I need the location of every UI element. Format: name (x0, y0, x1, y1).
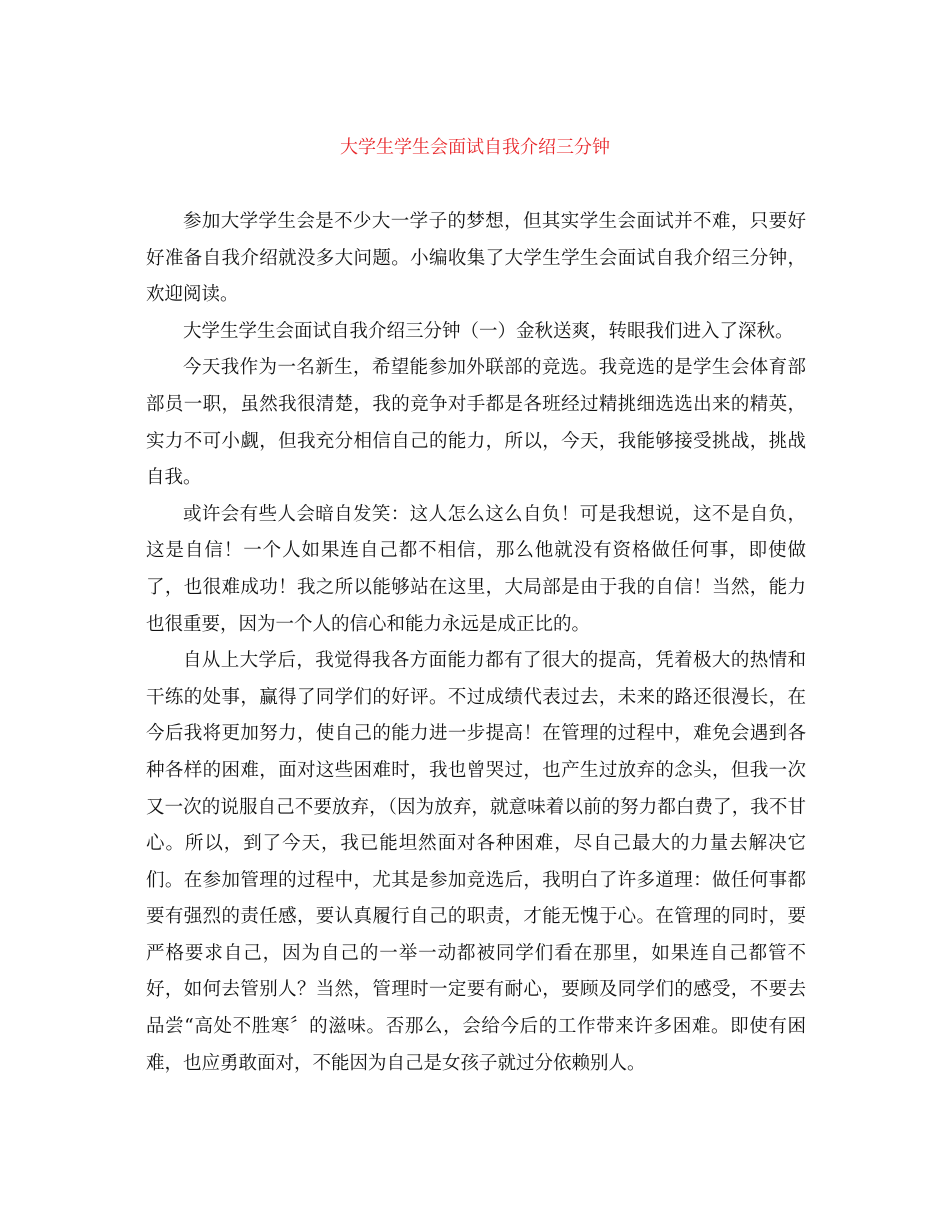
document-body (146, 204, 806, 1082)
paragraph-experience: 自从上大学后，我觉得我各方面能力都有了很大的提高，凭着极大的热情和干练的处事，赢得了同学们的好评。不过成绩代表过去，未来的路还很漫长，在今后我将更加努力，使自己的能力进一步提高！在管理的过程中，难免会遇到各种各样的困难，面对这些困难时，我也曾哭过，也产生过放弃的念头，但我一次又一次的说服自己不要放弃，（因为放弃，就意味着以前的努力都白费了，我不甘心。所以，到了今天，我已能坦然面对各种困难，尽自己最大的力量去解决它们。在参加管理的过程中，尤其是参加竞选后，我明白了许多道理：做任何事都要有强烈的责任感，要认真履行自己的职责，才能无愧于心。在管理的同时，要严格要求自己，因为自己的一举一动都被同学们看在那里，如果连自己都管不好，如何去管别人？当然，管理时一定要有耐心，要顾及同学们的感受，不要去品尝“高处不胜寒〞的滋味。否那么，会给今后的工作带来许多困难。即使有困难，也应勇敢面对，不能因为自己是女孩子就过分依赖别人。 (146, 650, 806, 1074)
paragraph-intro: 参加大学学生会是不少大一学子的梦想，但其实学生会面试并不难，只要好好准备自我介绍就没多大问题。小编收集了大学生学生会面试自我介绍三分钟，欢迎阅读。 (146, 211, 806, 306)
paragraph-confidence: 或许会有些人会暗自发笑：这人怎么这么自负！可是我想说，这不是自负，这是自信！一个人如果连自己都不相信，那么他就没有资格做任何事，即使做了，也很难成功！我之所以能够站在这里，大局部是由于我的自信！当然，能力也很重要，因为一个人的信心和能力永远是成正比的。 (146, 503, 806, 635)
paragraph-heading-one: 大学生学生会面试自我介绍三分钟（一）金秋送爽，转眼我们进入了深秋。 (183, 320, 794, 342)
paragraph-campaign: 今天我作为一名新生，希望能参加外联部的竞选。我竞选的是学生会体育部部员一职，虽然我很清楚，我的竞争对手都是各班经过精挑细选选出来的精英，实力不可小觑，但我充分相信自己的能力，所以，今天，我能够接受挑战，挑战自我。 (146, 357, 806, 489)
document-title: 大学生学生会面试自我介绍三分钟 (340, 137, 610, 158)
